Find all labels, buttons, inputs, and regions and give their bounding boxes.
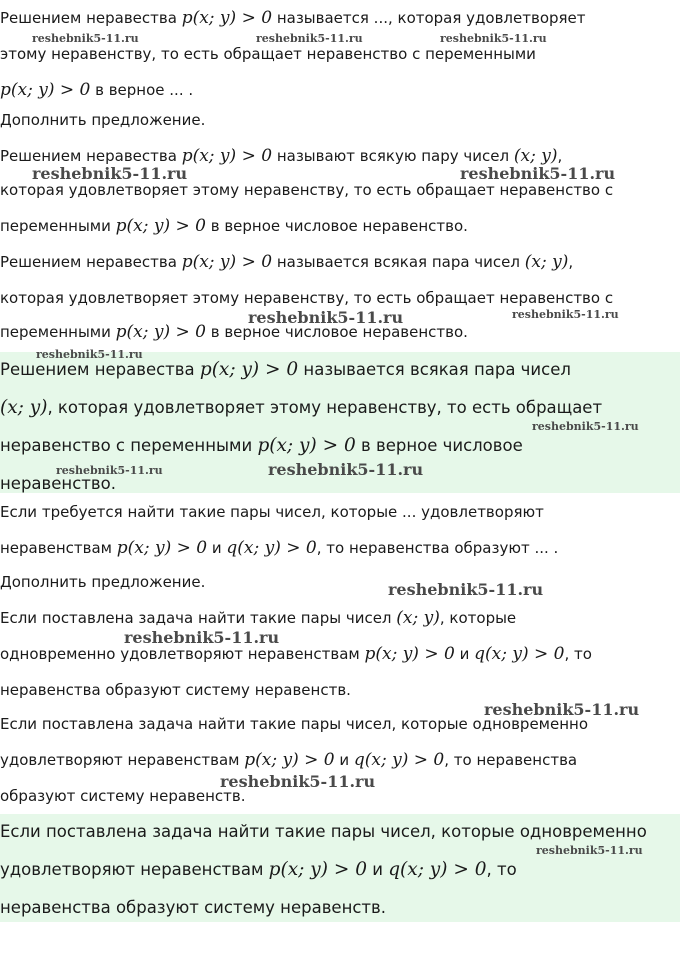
math-expression: q(x; y) > 0	[353, 750, 445, 770]
answer-2-line-3: неравенства образуют систему неравенств.	[0, 898, 387, 917]
answer-2-line-2: удовлетворяют неравенствам p(x; y) > 0 и q(x; y) > 0, то	[0, 859, 517, 880]
answer-2	[0, 814, 680, 922]
watermark: reshebnik5-11.ru	[32, 32, 139, 45]
math-expression: p(x; y) > 0	[364, 644, 455, 664]
math-expression: p(x; y) > 0	[0, 80, 91, 100]
watermark: reshebnik5-11.ru	[268, 460, 424, 479]
math-expression: p(x; y) > 0	[181, 8, 273, 28]
question-2-line-1: Если требуется найти такие пары чисел, которые ... удовлетворяют	[0, 503, 544, 521]
option-3[interactable]	[0, 602, 680, 702]
option-1-line-3: переменными p(x; y) > 0 в верное числовое неравенство.	[0, 216, 468, 236]
answer-2-line-1: Если поставлена задача найти такие пары чисел, которые одновременно	[0, 822, 647, 841]
question-2-line-3: Дополнить предложение.	[0, 573, 206, 591]
math-expression: (x; y)	[513, 146, 558, 166]
watermark: reshebnik5-11.ru	[32, 164, 188, 183]
watermark: reshebnik5-11.ru	[248, 308, 404, 327]
question-1-line-1: Решением неравества p(x; y) > 0 называется ..., которая удовлетворяет	[0, 8, 586, 28]
watermark: reshebnik5-11.ru	[512, 308, 619, 321]
option-3-line-3: неравенства образуют систему неравенств.	[0, 681, 351, 699]
option-1[interactable]	[0, 140, 680, 240]
watermark: reshebnik5-11.ru	[536, 844, 643, 857]
option-3-line-1: Если поставлена задача найти такие пары чисел (x; y), которые	[0, 608, 517, 628]
math-expression: (x; y)	[396, 608, 440, 628]
watermark: reshebnik5-11.ru	[256, 32, 363, 45]
question-1-line-4: Дополнить предложение.	[0, 111, 206, 129]
option-2-line-2: которая удовлетворяет этому неравенству, то есть обращает неравенство с	[0, 289, 614, 307]
math-expression: q(x; y) > 0	[474, 644, 565, 664]
math-expression: p(x; y) > 0	[257, 435, 356, 456]
answer-1-line-2: (x; y), которая удовлетворяет этому неравенству, то есть обращает	[0, 397, 603, 418]
question-2	[0, 496, 680, 596]
math-expression: p(x; y) > 0	[181, 252, 273, 272]
watermark: reshebnik5-11.ru	[440, 32, 547, 45]
question-1	[0, 0, 680, 130]
option-4[interactable]	[0, 708, 680, 808]
option-4-line-2: удовлетворяют неравенствам p(x; y) > 0 и q(x; y) > 0, то неравенства	[0, 750, 578, 770]
math-expression: q(x; y) > 0	[226, 538, 317, 558]
option-4-line-1: Если поставлена задача найти такие пары чисел, которые одновременно	[0, 715, 589, 733]
question-1-line-3: p(x; y) > 0 в верное ... .	[0, 80, 194, 100]
watermark: reshebnik5-11.ru	[532, 420, 639, 433]
math-expression: p(x; y) > 0	[115, 322, 206, 342]
question-1-line-2: этому неравенству, то есть обращает неравенство с переменными	[0, 45, 536, 63]
watermark: reshebnik5-11.ru	[56, 464, 163, 477]
math-expression: p(x; y) > 0	[116, 538, 208, 558]
option-1-line-2: которая удовлетворяет этому неравенству, то есть обращает неравенство с	[0, 181, 614, 199]
watermark: reshebnik5-11.ru	[124, 628, 280, 647]
answer-1-line-3: неравенство с переменными p(x; y) > 0 в верное числовое	[0, 435, 523, 456]
math-expression: (x; y)	[524, 252, 569, 272]
question-2-line-2: неравенствам p(x; y) > 0 и q(x; y) > 0, то неравенства образуют ... .	[0, 538, 559, 558]
math-expression: (x; y)	[0, 397, 48, 418]
math-expression: q(x; y) > 0	[388, 859, 487, 880]
watermark: reshebnik5-11.ru	[484, 700, 640, 719]
option-2-line-3: переменными p(x; y) > 0 в верное числовое неравенство.	[0, 322, 468, 342]
math-expression: p(x; y) > 0	[244, 750, 335, 770]
watermark: reshebnik5-11.ru	[220, 772, 376, 791]
math-expression: p(x; y) > 0	[268, 859, 367, 880]
option-2-line-1: Решением неравества p(x; y) > 0 называется всякая пара чисел (x; y),	[0, 252, 574, 272]
math-expression: p(x; y) > 0	[199, 359, 299, 380]
answer-1-line-1: Решением неравества p(x; y) > 0 называется всякая пара чисел	[0, 359, 571, 380]
watermark: reshebnik5-11.ru	[460, 164, 616, 183]
option-4-line-3: образуют систему неравенств.	[0, 787, 246, 805]
option-1-line-1: Решением неравества p(x; y) > 0 называют всякую пару чисел (x; y),	[0, 146, 563, 166]
watermark: reshebnik5-11.ru	[388, 580, 544, 599]
option-2[interactable]	[0, 246, 680, 346]
watermark: reshebnik5-11.ru	[36, 348, 143, 361]
option-3-line-2: одновременно удовлетворяют неравенствам p(x; y) > 0 и q(x; y) > 0, то	[0, 644, 592, 664]
math-expression: p(x; y) > 0	[181, 146, 273, 166]
math-expression: p(x; y) > 0	[115, 216, 206, 236]
answer-1-line-4: неравенство.	[0, 474, 116, 493]
